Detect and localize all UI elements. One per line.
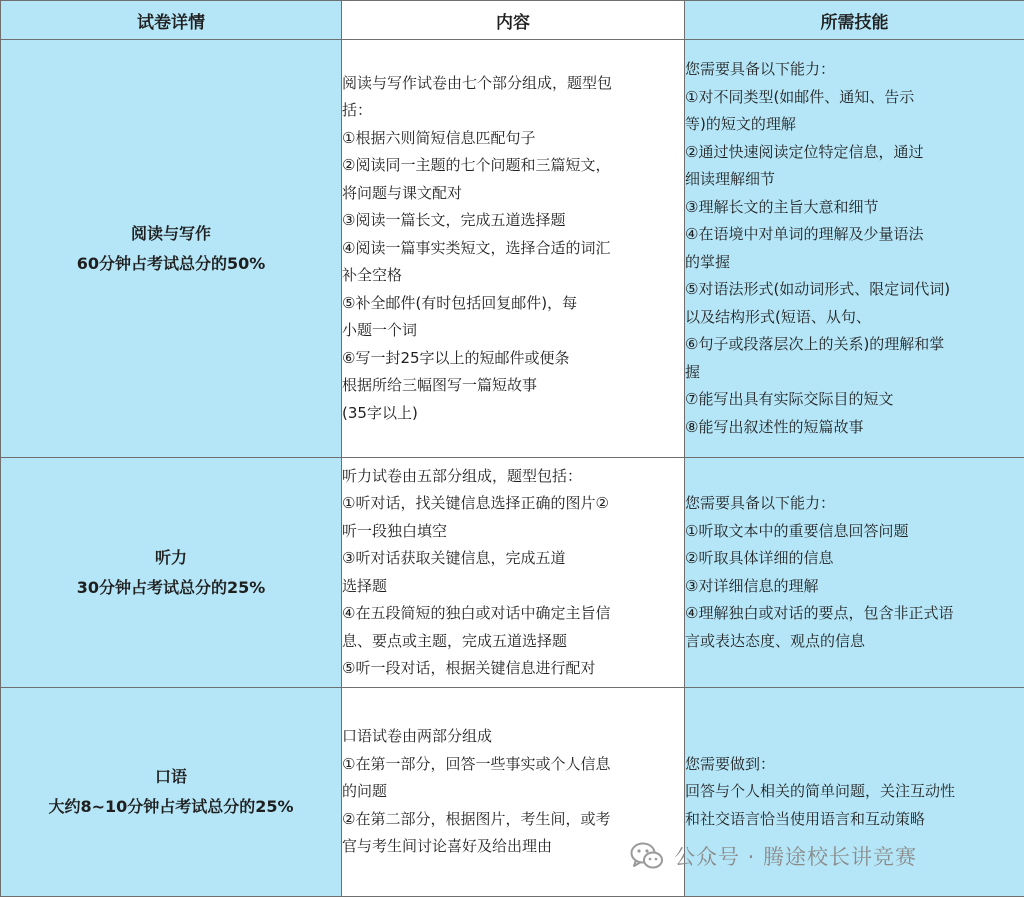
skill-line: ②听取具体详细的信息 (685, 545, 1024, 573)
skill-line: ④在语境中对单词的理解及少量语法 (685, 221, 1024, 249)
skill-line: ②通过快速阅读定位特定信息，通过 (685, 139, 1024, 167)
section-title: 听力 (1, 543, 341, 573)
skill-line: ①对不同类型(如邮件、通知、告示 (685, 84, 1024, 112)
content-line: ⑥写一封25字以上的短邮件或便条 (342, 345, 684, 373)
content-line: ④阅读一篇事实类短文，选择合适的词汇 (342, 235, 684, 263)
content-cell (342, 40, 685, 458)
skill-line: ⑤对语法形式(如动词形式、限定词代词) (685, 276, 1024, 304)
skill-line: 和社交语言恰当使用语言和互动策略 (685, 806, 1024, 834)
skill-line: 言或表达态度、观点的信息 (685, 628, 1024, 656)
content-line: ②在第二部分，根据图片，考生间，或考 (342, 806, 684, 834)
skill-line: 的掌握 (685, 249, 1024, 277)
table-header-row (1, 1, 1024, 40)
content-line: ③听对话获取关键信息，完成五道 (342, 545, 684, 573)
exam-detail-cell (1, 688, 342, 897)
header-exam-details: 试卷详情 (1, 1, 342, 40)
skills-cell (685, 458, 1024, 688)
content-line: 根据所给三幅图写一篇短故事 (342, 372, 684, 400)
skill-line: 等)的短文的理解 (685, 111, 1024, 139)
skill-line: ⑥句子或段落层次上的关系)的理解和掌 (685, 331, 1024, 359)
header-required-skills: 所需技能 (685, 1, 1024, 40)
skill-line: ①听取文本中的重要信息回答问题 (685, 518, 1024, 546)
table-row-listening (1, 458, 1024, 688)
section-title: 口语 (1, 762, 341, 792)
wechat-watermark (630, 836, 917, 876)
content-cell (342, 458, 685, 688)
section-time: 60分钟占考试总分的50% (1, 249, 341, 279)
content-line: 听一段独白填空 (342, 518, 684, 546)
skill-line: 您需要做到： (685, 751, 1024, 779)
watermark-text: 公众号 · 腾途校长讲竞赛 (674, 841, 917, 871)
content-line: 补全空格 (342, 262, 684, 290)
content-line: 口语试卷由两部分组成 (342, 723, 684, 751)
skill-line: ④理解独白或对话的要点，包含非正式语 (685, 600, 1024, 628)
content-line: (35字以上) (342, 400, 684, 428)
skill-line: ③对详细信息的理解 (685, 573, 1024, 601)
table-row-reading-writing (1, 40, 1024, 458)
content-line: ⑤听一段对话，根据关键信息进行配对 (342, 655, 684, 683)
section-time: 大约8~10分钟占考试总分的25% (1, 792, 341, 822)
skill-line: 握 (685, 359, 1024, 387)
content-line: ⑤补全邮件(有时包括回复邮件)，每 (342, 290, 684, 318)
content-line: ①听对话，找关键信息选择正确的图片② (342, 490, 684, 518)
content-line: 选择题 (342, 573, 684, 601)
skill-line: 以及结构形式(短语、从句、 (685, 304, 1024, 332)
skill-line: 细读理解细节 (685, 166, 1024, 194)
exam-detail-cell (1, 40, 342, 458)
content-line: 官与考生间讨论喜好及给出理由 (342, 833, 684, 861)
skills-cell (685, 40, 1024, 458)
content-line: 将问题与课文配对 (342, 180, 684, 208)
wechat-icon (630, 841, 664, 871)
content-line: 小题一个词 (342, 317, 684, 345)
skill-line: 您需要具备以下能力： (685, 490, 1024, 518)
content-line: ④在五段简短的独白或对话中确定主旨信 (342, 600, 684, 628)
content-line: ①在第一部分，回答一些事实或个人信息 (342, 751, 684, 779)
content-line: 的问题 (342, 778, 684, 806)
content-line: 息、要点或主题，完成五道选择题 (342, 628, 684, 656)
section-title: 阅读与写作 (1, 219, 341, 249)
content-line: ②阅读同一主题的七个问题和三篇短文， (342, 152, 684, 180)
content-line: 括： (342, 97, 684, 125)
header-content: 内容 (342, 1, 685, 40)
content-line: 阅读与写作试卷由七个部分组成，题型包 (342, 70, 684, 98)
content-line: 听力试卷由五部分组成，题型包括： (342, 463, 684, 491)
section-time: 30分钟占考试总分的25% (1, 573, 341, 603)
skill-line: ⑦能写出具有实际交际目的短文 (685, 386, 1024, 414)
content-line: ①根据六则简短信息匹配句子 (342, 125, 684, 153)
skill-line: 回答与个人相关的简单问题，关注互动性 (685, 778, 1024, 806)
skill-line: 您需要具备以下能力： (685, 56, 1024, 84)
skill-line: ③理解长文的主旨大意和细节 (685, 194, 1024, 222)
content-line: ③阅读一篇长文，完成五道选择题 (342, 207, 684, 235)
exam-detail-cell (1, 458, 342, 688)
skill-line: ⑧能写出叙述性的短篇故事 (685, 414, 1024, 442)
